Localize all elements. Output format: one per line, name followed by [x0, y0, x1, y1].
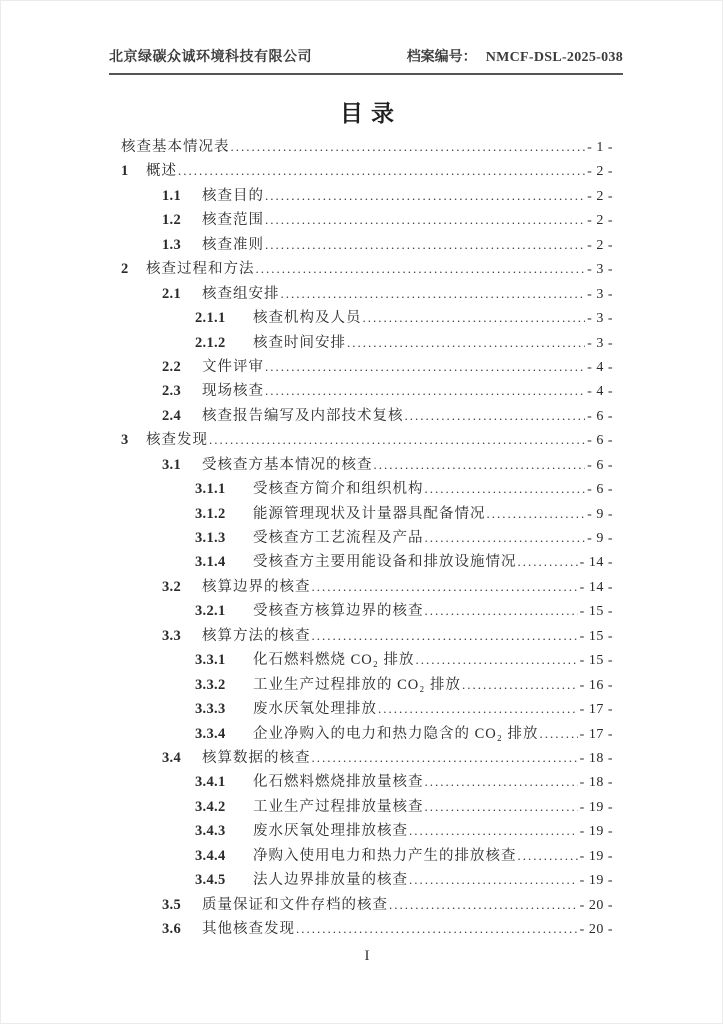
- toc-entry-title: 净购入使用电力和热力产生的排放核查: [253, 847, 517, 864]
- toc-leader-dots: [378, 701, 578, 718]
- toc-entry-title: 受核查方基本情况的核查: [202, 456, 373, 473]
- company-name: 北京绿碳众诚环境科技有限公司: [109, 50, 312, 65]
- toc-leader-dots: [487, 506, 586, 523]
- toc-entry-number: 3.3: [162, 627, 182, 644]
- toc-entry-page: - 4 -: [587, 359, 613, 375]
- toc-entry-number: 3: [121, 432, 129, 449]
- toc-entry[interactable]: [109, 306, 625, 330]
- toc-entry-number: 3.6: [162, 921, 182, 937]
- toc-entry[interactable]: [109, 233, 625, 257]
- toc-leader-dots: [389, 897, 578, 914]
- toc-entry-title: 受核查方核算边界的核查: [253, 603, 424, 620]
- toc-entry-number: 3.1.1: [195, 481, 226, 498]
- toc-entry[interactable]: [109, 844, 625, 868]
- toc-entry-number: 1.2: [162, 212, 182, 229]
- toc-entry[interactable]: [109, 624, 625, 648]
- toc-entry[interactable]: [109, 648, 625, 672]
- toc-leader-dots: [539, 726, 577, 743]
- toc-entry-page: - 2 -: [587, 164, 613, 180]
- toc-entry-page: - 2 -: [587, 237, 613, 253]
- toc-entry-number: 3.4.5: [195, 872, 226, 889]
- toc-entry-number: 2: [121, 261, 129, 278]
- toc-entry-page: - 20 -: [579, 897, 613, 913]
- toc-entry[interactable]: [109, 453, 625, 477]
- toc-leader-dots: [209, 432, 585, 449]
- toc-leader-dots: [374, 457, 586, 474]
- toc-leader-dots: [425, 799, 578, 816]
- toc-entry-number: 2.3: [162, 383, 182, 400]
- toc-entry-page: - 3 -: [587, 311, 613, 327]
- toc-entry-title: 工业生产过程排放量核查: [253, 798, 424, 815]
- toc-leader-dots: [265, 212, 585, 229]
- toc-entry-number: 1: [121, 163, 129, 180]
- toc-leader-dots: [265, 383, 585, 400]
- toc-entry[interactable]: [109, 795, 625, 819]
- toc-entry[interactable]: [109, 135, 625, 159]
- toc-entry-title: 企业净购入的电力和热力隐含的 CO₂ 排放: [253, 725, 539, 742]
- toc-entry-page: - 6 -: [587, 482, 613, 498]
- toc-entry-title: 核查时间安排: [253, 334, 346, 351]
- toc-entry-title: 核查机构及人员: [253, 310, 362, 327]
- toc-entry-page: - 9 -: [587, 506, 613, 522]
- toc-entry[interactable]: [109, 428, 625, 452]
- toc-entry-page: - 19 -: [579, 824, 613, 840]
- toc-entry-page: - 19 -: [579, 799, 613, 815]
- toc-entry-page: - 17 -: [579, 726, 613, 742]
- toc-entry-title: 核查准则: [202, 236, 264, 253]
- toc-entry-title: 核查组安排: [202, 285, 280, 302]
- toc-leader-dots: [518, 848, 578, 865]
- toc-entry-page: - 6 -: [587, 457, 613, 473]
- toc-entry[interactable]: [109, 184, 625, 208]
- toc-entry[interactable]: [109, 673, 625, 697]
- toc-entry-number: 3.2.1: [195, 603, 226, 620]
- toc-leader-dots: [462, 677, 578, 694]
- toc-leader-dots: [265, 188, 585, 205]
- toc-entry-number: 3.3.3: [195, 701, 226, 718]
- toc-entry-page: - 15 -: [579, 604, 613, 620]
- toc-entry[interactable]: [109, 917, 625, 941]
- toc-entry-title: 化石燃料燃烧 CO₂ 排放: [253, 652, 415, 669]
- toc-entry-title: 文件评审: [202, 358, 264, 375]
- toc-leader-dots: [265, 237, 585, 254]
- page-title: 目录: [340, 101, 402, 126]
- toc-entry-number: 3.1: [162, 456, 182, 473]
- toc-entry[interactable]: [109, 159, 625, 183]
- toc-entry-number: 3.4.1: [195, 774, 226, 791]
- toc-entry[interactable]: [109, 550, 625, 574]
- toc-entry-title: 核算边界的核查: [202, 578, 311, 595]
- toc-leader-dots: [312, 579, 578, 596]
- toc-entry[interactable]: [109, 722, 625, 746]
- toc-leader-dots: [281, 286, 586, 303]
- footer-page-number: I: [364, 948, 370, 964]
- toc-entry-title: 核查基本情况表: [121, 139, 230, 155]
- toc-entry-number: 2.1: [162, 285, 182, 302]
- toc-entry-number: 3.5: [162, 896, 182, 913]
- toc-entry-number: 3.4.4: [195, 847, 226, 864]
- toc-entry-page: - 19 -: [579, 848, 613, 864]
- toc-entry[interactable]: [109, 208, 625, 232]
- toc-leader-dots: [296, 921, 578, 938]
- toc-leader-dots: [425, 603, 578, 620]
- toc-leader-dots: [425, 481, 586, 498]
- toc-entry[interactable]: [109, 477, 625, 501]
- toc-entry[interactable]: [109, 893, 625, 917]
- toc-entry-page: - 2 -: [587, 213, 613, 229]
- toc-entry-page: - 6 -: [587, 408, 613, 424]
- toc-entry-number: 3.4.3: [195, 823, 226, 840]
- toc-entry[interactable]: [109, 770, 625, 794]
- toc-entry-page: - 20 -: [579, 922, 613, 937]
- toc-entry-title: 工业生产过程排放的 CO₂ 排放: [253, 676, 461, 693]
- toc-entry-title: 能源管理现状及计量器具配备情况: [253, 505, 486, 522]
- toc-entry-title: 核查报告编写及内部技术复核: [202, 407, 404, 424]
- toc-entry-page: - 3 -: [587, 262, 613, 278]
- toc-entry-page: - 9 -: [587, 531, 613, 546]
- toc-entry-title: 核查发现: [146, 432, 208, 449]
- toc-entry-number: 3.3.1: [195, 652, 226, 669]
- toc-leader-dots: [518, 554, 578, 571]
- toc-entry-number: 3.1.3: [195, 530, 226, 546]
- toc-leader-dots: [312, 628, 578, 645]
- toc-entry-page: - 18 -: [579, 750, 613, 766]
- toc-entry-title: 概述: [146, 163, 177, 180]
- toc-entry-number: 3.4.2: [195, 798, 226, 815]
- toc-entry[interactable]: [109, 868, 625, 892]
- toc-entry-title: 法人边界排放量的核查: [253, 872, 408, 889]
- toc-leader-dots: [409, 872, 578, 889]
- toc-leader-dots: [425, 774, 578, 791]
- toc-leader-dots: [347, 335, 585, 352]
- toc-entry-title: 受核查方简介和组织机构: [253, 481, 424, 498]
- toc-entry-number: 3.4: [162, 749, 182, 766]
- toc-leader-dots: [231, 139, 586, 156]
- toc-entry-title: 受核查方主要用能设备和排放设施情况: [253, 554, 517, 571]
- toc-entry-title: 核算数据的核查: [202, 749, 311, 766]
- toc-entry[interactable]: [109, 355, 625, 379]
- toc-entry[interactable]: [109, 697, 625, 721]
- toc-entry[interactable]: [109, 282, 625, 306]
- toc-entry-title: 废水厌氧处理排放核查: [253, 823, 408, 840]
- toc-entry[interactable]: [109, 379, 625, 403]
- toc-entry-title: 核算方法的核查: [202, 627, 311, 644]
- toc-leader-dots: [265, 359, 585, 376]
- toc-entry-page: - 4 -: [587, 384, 613, 400]
- toc-entry-page: - 15 -: [579, 653, 613, 669]
- toc-entry-page: - 17 -: [579, 702, 613, 718]
- toc-entry[interactable]: [109, 404, 625, 428]
- toc-entry-page: - 14 -: [579, 555, 613, 571]
- toc-entry-number: 1.3: [162, 236, 182, 253]
- toc-entry-number: 3.3.2: [195, 676, 226, 693]
- toc-entry-number: 3.2: [162, 578, 182, 595]
- toc-entry-number: 3.1.4: [195, 554, 226, 571]
- toc-leader-dots: [312, 750, 578, 767]
- toc-leader-dots: [415, 652, 577, 669]
- toc-entry-page: - 3 -: [587, 286, 613, 302]
- toc-leader-dots: [425, 530, 586, 547]
- toc-leader-dots: [363, 310, 586, 327]
- archive-number-label: 档案编号：: [406, 50, 477, 65]
- toc-entry-title: 化石燃料燃烧排放量核查: [253, 774, 424, 791]
- toc-leader-dots: [178, 163, 585, 180]
- toc-entry-title: 核查过程和方法: [146, 261, 255, 278]
- toc-entry[interactable]: [109, 502, 625, 526]
- toc-entry[interactable]: [109, 746, 625, 770]
- toc-entry[interactable]: [109, 526, 625, 550]
- toc-entry[interactable]: [109, 331, 625, 355]
- toc-entry-title: 核查目的: [202, 187, 264, 204]
- toc-entry-title: 其他核查发现: [202, 921, 295, 937]
- toc-entry-number: 2.1.1: [195, 310, 226, 327]
- toc-entry-number: 3.1.2: [195, 505, 226, 522]
- toc-leader-dots: [256, 261, 586, 278]
- toc-entry-page: - 2 -: [587, 188, 613, 204]
- toc-entry-title: 受核查方工艺流程及产品: [253, 530, 424, 546]
- toc-leader-dots: [405, 408, 586, 425]
- page-header: [109, 46, 623, 75]
- toc-entry[interactable]: [109, 599, 625, 623]
- archive-number-block: [407, 46, 623, 66]
- toc-entry-title: 核查范围: [202, 212, 264, 229]
- toc-entry-page: - 3 -: [587, 335, 613, 351]
- table-of-contents: [109, 135, 625, 941]
- toc-entry[interactable]: [109, 257, 625, 281]
- toc-entry[interactable]: [109, 819, 625, 843]
- toc-entry-page: - 19 -: [579, 873, 613, 889]
- toc-entry-page: - 6 -: [587, 433, 613, 449]
- toc-entry-page: - 18 -: [579, 775, 613, 791]
- toc-entry-title: 质量保证和文件存档的核查: [202, 896, 388, 913]
- archive-number-value: NMCF-DSL-2025-038: [485, 50, 623, 65]
- toc-leader-dots: [409, 823, 578, 840]
- toc-entry-number: 1.1: [162, 187, 182, 204]
- toc-entry-number: 2.4: [162, 407, 182, 424]
- toc-entry-page: - 16 -: [579, 677, 613, 693]
- toc-entry-title: 废水厌氧处理排放: [253, 701, 377, 718]
- toc-entry-number: 3.3.4: [195, 725, 226, 742]
- toc-entry[interactable]: [109, 575, 625, 599]
- toc-entry-number: 2.1.2: [195, 334, 226, 351]
- toc-entry-page: - 15 -: [579, 628, 613, 644]
- toc-entry-page: - 1 -: [587, 140, 613, 155]
- toc-entry-number: 2.2: [162, 358, 182, 375]
- toc-entry-title: 现场核查: [202, 383, 264, 400]
- toc-entry-page: - 14 -: [579, 579, 613, 595]
